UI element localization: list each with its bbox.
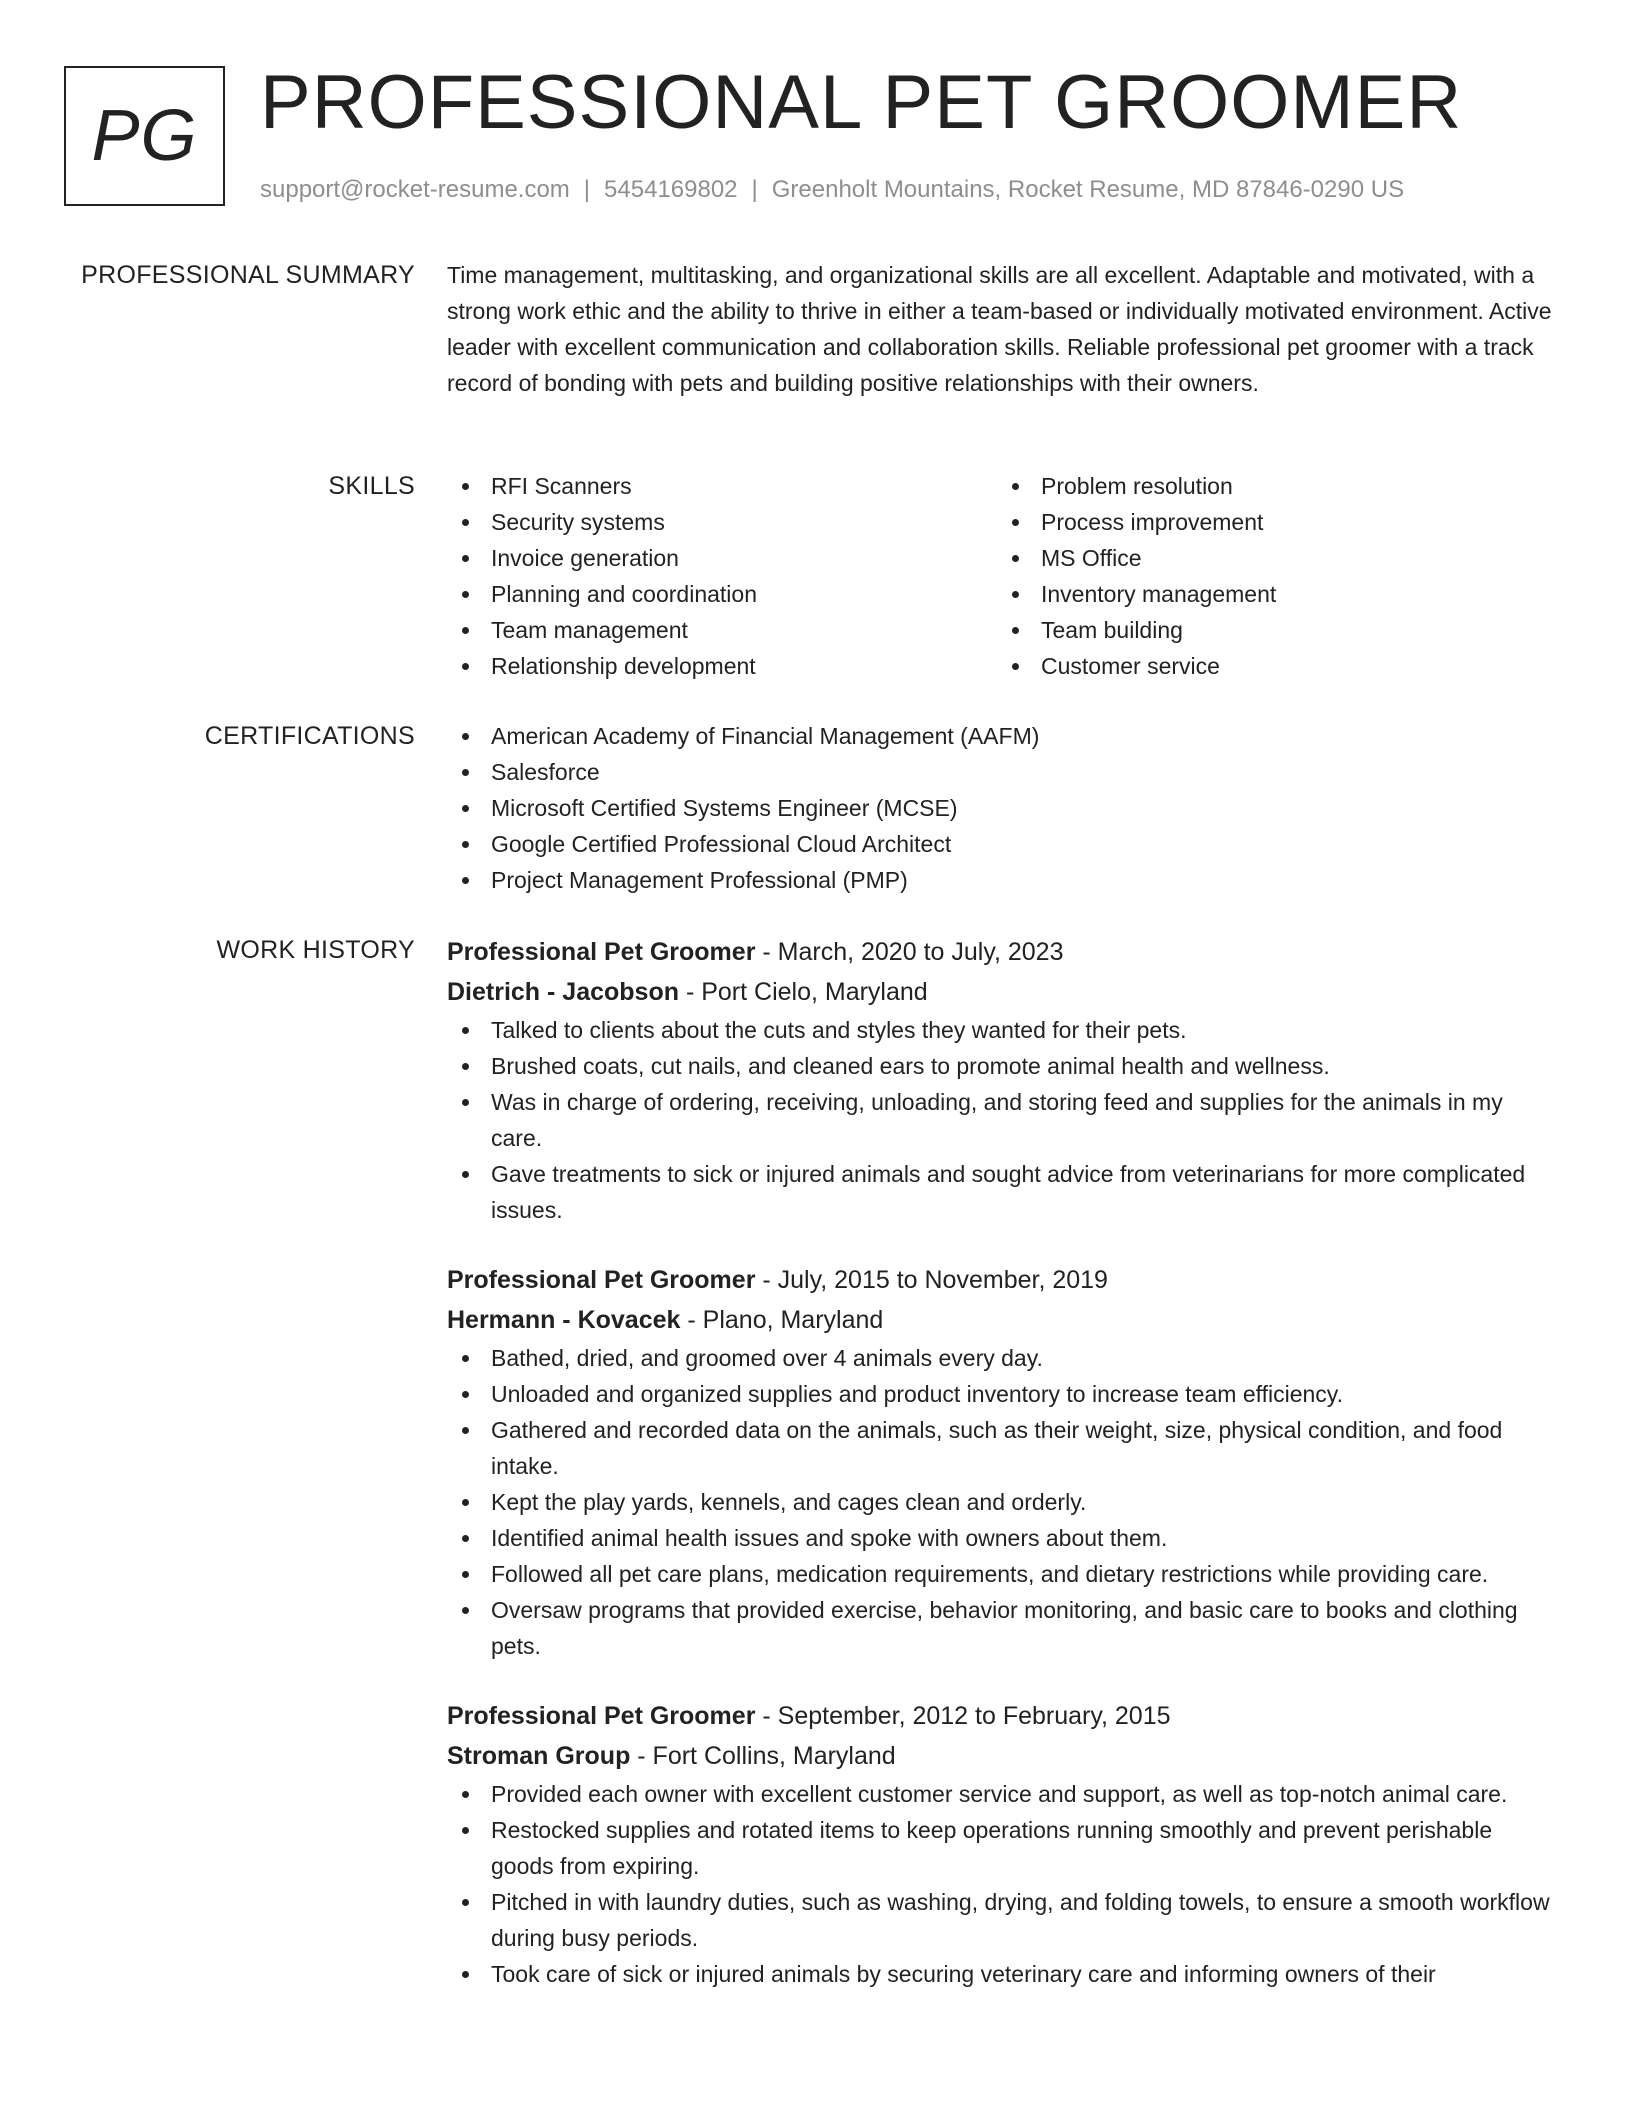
list-item: Gave treatments to sick or injured animals and sought advice from veterinarians for more complicated issues. — [447, 1156, 1557, 1228]
job-location: - Fort Collins, Maryland — [630, 1742, 896, 1770]
list-item: Followed all pet care plans, medication requirements, and dietary restrictions while providing care. — [447, 1556, 1557, 1592]
list-item: Salesforce — [447, 754, 1557, 790]
contact-phone[interactable]: 5454169802 — [604, 176, 738, 203]
contact-line — [260, 175, 1404, 205]
section-title-work-history: WORK HISTORY — [216, 936, 415, 964]
list-item: Customer service — [997, 648, 1547, 684]
job-company: Dietrich - Jacobson — [447, 978, 679, 1006]
work-history-body — [447, 932, 1557, 2024]
job-entry — [447, 1696, 1557, 1992]
list-item: Invoice generation — [447, 540, 997, 576]
section-title-summary: PROFESSIONAL SUMMARY — [81, 261, 415, 289]
job-bullet-list — [447, 1340, 1557, 1664]
job-bullet-list — [447, 1776, 1557, 1992]
list-item: Process improvement — [997, 504, 1547, 540]
monogram-badge: PG — [64, 66, 225, 206]
list-item: Project Management Professional (PMP) — [447, 862, 1557, 898]
list-item: Gathered and recorded data on the animals, such as their weight, size, physical condition, and food intake. — [447, 1412, 1557, 1484]
list-item: Google Certified Professional Cloud Architect — [447, 826, 1557, 862]
list-item: Relationship development — [447, 648, 997, 684]
page-title: PROFESSIONAL PET GROOMER — [260, 60, 1463, 145]
list-item: MS Office — [997, 540, 1547, 576]
skills-list-right — [997, 468, 1547, 684]
list-item: Microsoft Certified Systems Engineer (MCSE) — [447, 790, 1557, 826]
contact-separator: | — [751, 176, 758, 203]
contact-email[interactable]: support@rocket-resume.com — [260, 176, 570, 203]
job-bullet-list — [447, 1012, 1557, 1228]
list-item: Kept the play yards, kennels, and cages clean and orderly. — [447, 1484, 1557, 1520]
list-item: Provided each owner with excellent customer service and support, as well as top-notch animal care. — [447, 1776, 1557, 1812]
job-entry — [447, 932, 1557, 1228]
list-item: Talked to clients about the cuts and styles they wanted for their pets. — [447, 1012, 1557, 1048]
summary-text: Time management, multitasking, and organizational skills are all excellent. Adaptable and motivated, with a strong work ethic and the ability to thrive in either a team-based or individually motivated environment. Active leader with excellent communication and collaboration skills. Reliable professional pet groomer with a track record of bonding with pets and building positive relationships with their owners. — [447, 262, 1552, 396]
section-title-certifications: CERTIFICATIONS — [204, 722, 415, 750]
job-location: - Port Cielo, Maryland — [679, 978, 928, 1006]
job-company-line — [447, 972, 1557, 1012]
list-item: Oversaw programs that provided exercise, behavior monitoring, and basic care to books and clothing pets. — [447, 1592, 1557, 1664]
job-dates: - March, 2020 to July, 2023 — [755, 938, 1064, 966]
certifications-list — [447, 718, 1557, 898]
section-title-skills: SKILLS — [328, 472, 415, 500]
list-item: Brushed coats, cut nails, and cleaned ears to promote animal health and wellness. — [447, 1048, 1557, 1084]
job-entry — [447, 1260, 1557, 1664]
list-item: Was in charge of ordering, receiving, unloading, and storing feed and supplies for the animals in my care. — [447, 1084, 1557, 1156]
list-item: Team building — [997, 612, 1547, 648]
job-role: Professional Pet Groomer — [447, 938, 756, 966]
contact-address: Greenholt Mountains, Rocket Resume, MD 87846-0290 US — [771, 176, 1405, 203]
list-item: Identified animal health issues and spoke with owners about them. — [447, 1520, 1557, 1556]
list-item: Bathed, dried, and groomed over 4 animals every day. — [447, 1340, 1557, 1376]
list-item: Problem resolution — [997, 468, 1547, 504]
list-item: Team management — [447, 612, 997, 648]
job-title-line — [447, 932, 1557, 972]
list-item: Pitched in with laundry duties, such as washing, drying, and folding towels, to ensure a smooth workflow during busy periods. — [447, 1884, 1557, 1956]
certifications-body — [447, 718, 1557, 898]
contact-separator: | — [583, 176, 591, 203]
list-item: Took care of sick or injured animals by securing veterinary care and informing owners of their — [447, 1956, 1557, 1992]
job-role: Professional Pet Groomer — [447, 1266, 756, 1294]
job-company-line — [447, 1736, 1557, 1776]
job-company: Hermann - Kovacek — [447, 1306, 681, 1334]
list-item: American Academy of Financial Management (AAFM) — [447, 718, 1557, 754]
list-item: Planning and coordination — [447, 576, 997, 612]
list-item: Security systems — [447, 504, 997, 540]
job-role: Professional Pet Groomer — [447, 1702, 756, 1730]
job-dates: - July, 2015 to November, 2019 — [755, 1266, 1108, 1294]
job-title-line — [447, 1260, 1557, 1300]
list-item: RFI Scanners — [447, 468, 997, 504]
job-company: Stroman Group — [447, 1742, 631, 1770]
list-item: Inventory management — [997, 576, 1547, 612]
job-dates: - September, 2012 to February, 2015 — [755, 1702, 1171, 1730]
job-title-line — [447, 1696, 1557, 1736]
job-company-line — [447, 1300, 1557, 1340]
summary-body — [447, 257, 1557, 401]
skills-body — [447, 468, 1557, 684]
list-item: Unloaded and organized supplies and product inventory to increase team efficiency. — [447, 1376, 1557, 1412]
list-item: Restocked supplies and rotated items to keep operations running smoothly and prevent perishable goods from expiring. — [447, 1812, 1557, 1884]
skills-list-left — [447, 468, 997, 684]
job-location: - Plano, Maryland — [680, 1306, 884, 1334]
